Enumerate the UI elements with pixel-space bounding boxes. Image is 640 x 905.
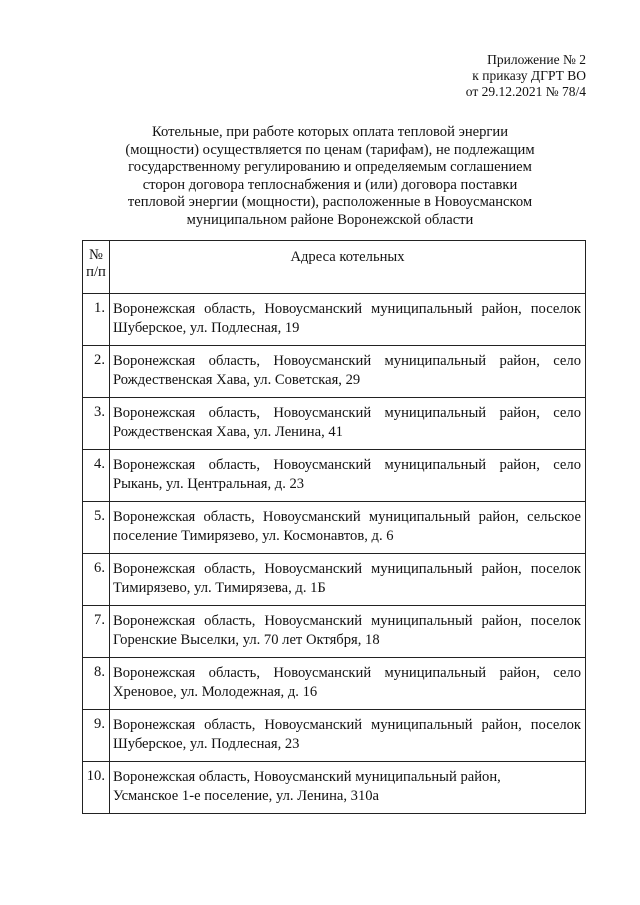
document-title xyxy=(70,124,590,229)
title-line: тепловой энергии (мощности), расположенные в Новоусманском xyxy=(127,194,533,210)
row-address: Воронежская область, Новоусманский муниципальный район, село Рождественская Хава, ул. Советская, 29 xyxy=(110,346,586,398)
boiler-address-table xyxy=(82,240,586,814)
table-row xyxy=(83,554,586,606)
row-address: Воронежская область, Новоусманский муниципальный район, поселок Тимирязево, ул. Тимирязева, д. 1Б xyxy=(110,554,586,606)
row-number: 6. xyxy=(83,554,110,606)
table-row xyxy=(83,346,586,398)
header-address: Адреса котельных xyxy=(110,241,586,294)
row-number: 2. xyxy=(83,346,110,398)
table-row xyxy=(83,450,586,502)
annex-order: к приказу ДГРТ ВО xyxy=(472,68,586,83)
table-row xyxy=(83,762,586,814)
row-address: Воронежская область, Новоусманский муниципальный район, поселок Шуберское, ул. Подлесная, 19 xyxy=(110,294,586,346)
row-address: Воронежская область, Новоусманский муниципальный район, село Рождественская Хава, ул. Ленина, 41 xyxy=(110,398,586,450)
row-address-line: Усманское 1-е поселение, ул. Ленина, 310а xyxy=(113,788,380,804)
title-line: сторон договора теплоснабжения и (или) договора поставки xyxy=(142,176,518,193)
row-number: 9. xyxy=(83,710,110,762)
title-line: Котельные, при работе которых оплата тепловой энергии xyxy=(151,124,509,140)
header-number xyxy=(83,241,110,294)
row-address: Воронежская область, Новоусманский муниципальный район, сельское поселение Тимирязево, ул. Космонавтов, д. 6 xyxy=(110,502,586,554)
title-line: (мощности) осуществляется по ценам (тарифам), не подлежащим xyxy=(125,141,535,158)
table-header-row xyxy=(83,241,586,294)
annex-number: Приложение № 2 xyxy=(487,52,586,67)
annex-date: от 29.12.2021 № 78/4 xyxy=(465,84,586,99)
annex-reference xyxy=(466,52,586,100)
table-row xyxy=(83,606,586,658)
header-number-symbol: № xyxy=(89,247,103,263)
row-address: Воронежская область, Новоусманский муниципальный район, село Рыкань, ул. Центральная, д. 23 xyxy=(110,450,586,502)
table-row xyxy=(83,502,586,554)
row-address xyxy=(110,762,586,814)
table-row xyxy=(83,294,586,346)
row-address: Воронежская область, Новоусманский муниципальный район, село Хреновое, ул. Молодежная, д. 16 xyxy=(110,658,586,710)
table-row xyxy=(83,710,586,762)
row-address: Воронежская область, Новоусманский муниципальный район, поселок Шуберское, ул. Подлесная, 23 xyxy=(110,710,586,762)
row-number: 1. xyxy=(83,294,110,346)
row-number: 10. xyxy=(83,762,110,814)
row-number: 5. xyxy=(83,502,110,554)
row-address: Воронежская область, Новоусманский муниципальный район, поселок Горенские Выселки, ул. 70 лет Октября, 18 xyxy=(110,606,586,658)
title-line: государственному регулированию и определяемым соглашением xyxy=(128,159,532,175)
row-number: 8. xyxy=(83,658,110,710)
table-row xyxy=(83,658,586,710)
row-number: 7. xyxy=(83,606,110,658)
title-line: муниципальном районе Воронежской области xyxy=(186,211,474,228)
header-number-abbr: п/п xyxy=(86,264,106,280)
row-number: 3. xyxy=(83,398,110,450)
table-row xyxy=(83,398,586,450)
row-number: 4. xyxy=(83,450,110,502)
row-address-line: Воронежская область, Новоусманский муниципальный район, xyxy=(113,769,501,785)
